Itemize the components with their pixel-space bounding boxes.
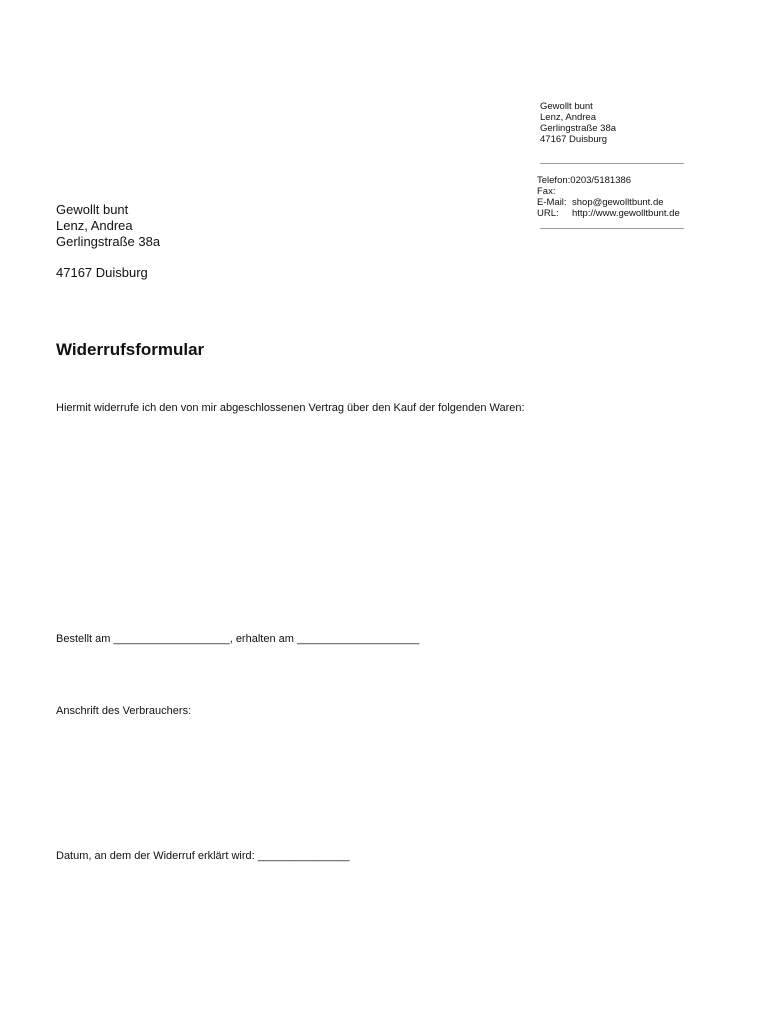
intro-text: Hiermit widerrufe ich den von mir abgeschlossenen Vertrag über den Kauf der folgenden Waren: bbox=[56, 402, 525, 414]
recipient-name: Gewollt bunt bbox=[56, 202, 129, 217]
divider-bottom bbox=[540, 228, 684, 229]
contact-phone-row bbox=[537, 175, 680, 186]
url-label: URL: bbox=[537, 208, 559, 219]
recipient-address-block bbox=[56, 202, 160, 281]
fax-label: Fax: bbox=[537, 186, 556, 197]
contact-url-row bbox=[537, 208, 680, 219]
url-value[interactable]: http://www.gewolltbunt.de bbox=[572, 208, 680, 219]
recipient-person: Lenz, Andrea bbox=[56, 218, 133, 233]
sender-street: Gerlingstraße 38a bbox=[540, 123, 617, 134]
phone-label: Telefon: bbox=[537, 175, 571, 186]
document-title: Widerrufsformular bbox=[56, 340, 205, 359]
sender-person: Lenz, Andrea bbox=[540, 112, 596, 123]
sender-address-block bbox=[540, 101, 700, 145]
phone-value: 0203/5181386 bbox=[570, 175, 632, 186]
ordered-received-line[interactable]: Bestellt am ___________________, erhalten am ____________________ bbox=[56, 633, 420, 645]
email-label: E-Mail: bbox=[537, 197, 567, 208]
consumer-address-label: Anschrift des Verbrauchers: bbox=[56, 705, 192, 717]
contact-fax-row bbox=[537, 186, 680, 197]
declaration-date-line[interactable]: Datum, an dem der Widerruf erklärt wird: _______________ bbox=[56, 850, 350, 862]
contact-email-row bbox=[537, 197, 680, 208]
sender-city: 47167 Duisburg bbox=[540, 134, 608, 145]
email-value[interactable]: shop@gewolltbunt.de bbox=[572, 197, 664, 208]
sender-name: Gewollt bunt bbox=[540, 101, 593, 112]
contact-block bbox=[537, 175, 680, 219]
divider-top bbox=[540, 163, 684, 164]
recipient-city: 47167 Duisburg bbox=[56, 265, 148, 280]
recipient-street: Gerlingstraße 38a bbox=[56, 234, 161, 249]
